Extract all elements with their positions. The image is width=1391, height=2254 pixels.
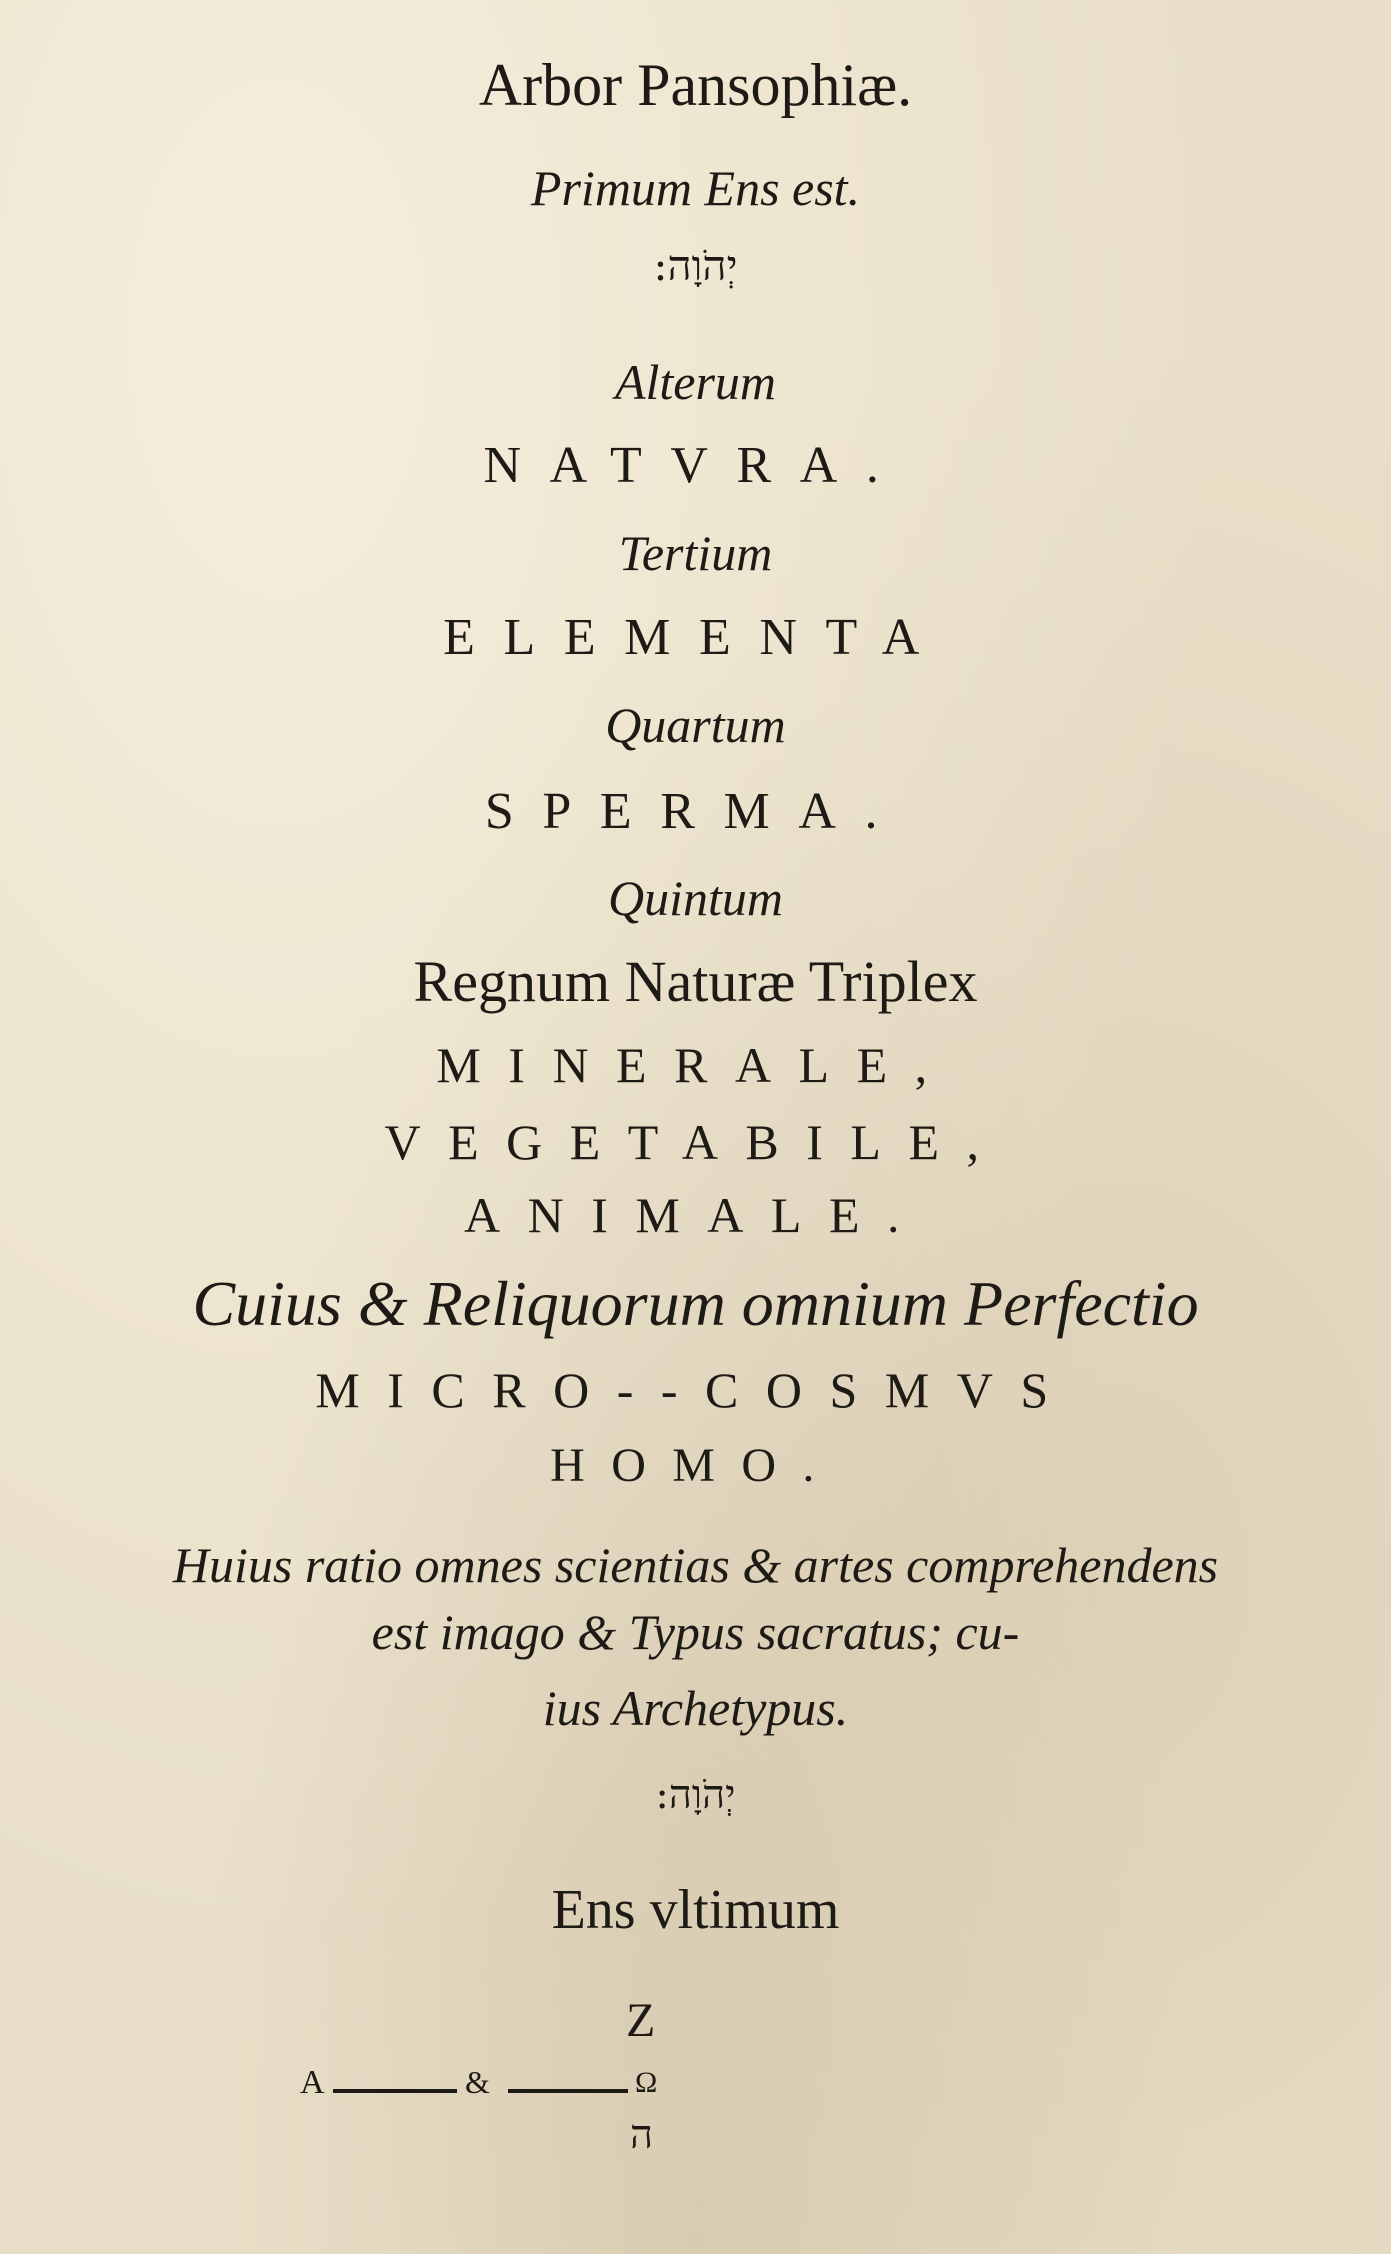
tertium-heading: Tertium [618,525,773,581]
hebrew-divine-name-bottom: יְהֹוָה: [655,1772,736,1818]
diagram-right-letter: Ω [635,2066,658,2099]
homo-text: HOMO. [550,1439,841,1492]
hebrew-divine-name-top: יְהֹוָה: [653,241,738,290]
alterum-heading: Alterum [614,354,777,410]
huius-line-2: est imago & Typus sacratus; cu- [371,1604,1020,1660]
huius-line-3: ius Archetypus. [542,1680,849,1736]
vegetabile-text: VEGETABILE, [384,1114,1007,1170]
animale-text: ANIMALE. [463,1187,928,1243]
diagram-bottom-letter: ה [630,2112,654,2158]
huius-line-1: Huius ratio omnes scientias & artes comprehendens [172,1537,1219,1593]
cuius-text: Cuius & Reliquorum omnium Perfectio [192,1268,1199,1339]
diagram-dash-right [508,2089,628,2093]
minerale-text: MINERALE, [436,1037,955,1093]
diagram-left-letter: A [300,2064,325,2101]
diagram-dash-left [333,2089,457,2093]
natura-text: NATVRA. [483,437,908,494]
quintum-heading: Quintum [608,870,783,926]
page-title: Arbor Pansophiæ. [478,52,913,118]
quartum-heading: Quartum [605,697,786,753]
primum-heading: Primum Ens est. [530,160,861,216]
sperma-text: SPERMA. [484,783,907,840]
elementa-text: ELEMENTA [443,609,948,666]
diagram-top-letter: Z [626,1994,656,2047]
ens-ultimum-text: Ens vltimum [551,1879,840,1941]
microcosmus-text: MICRO--COSMVS [315,1362,1076,1418]
diagram-middle-symbol: & [465,2064,490,2100]
regnum-text: Regnum Naturæ Triplex [413,949,978,1014]
